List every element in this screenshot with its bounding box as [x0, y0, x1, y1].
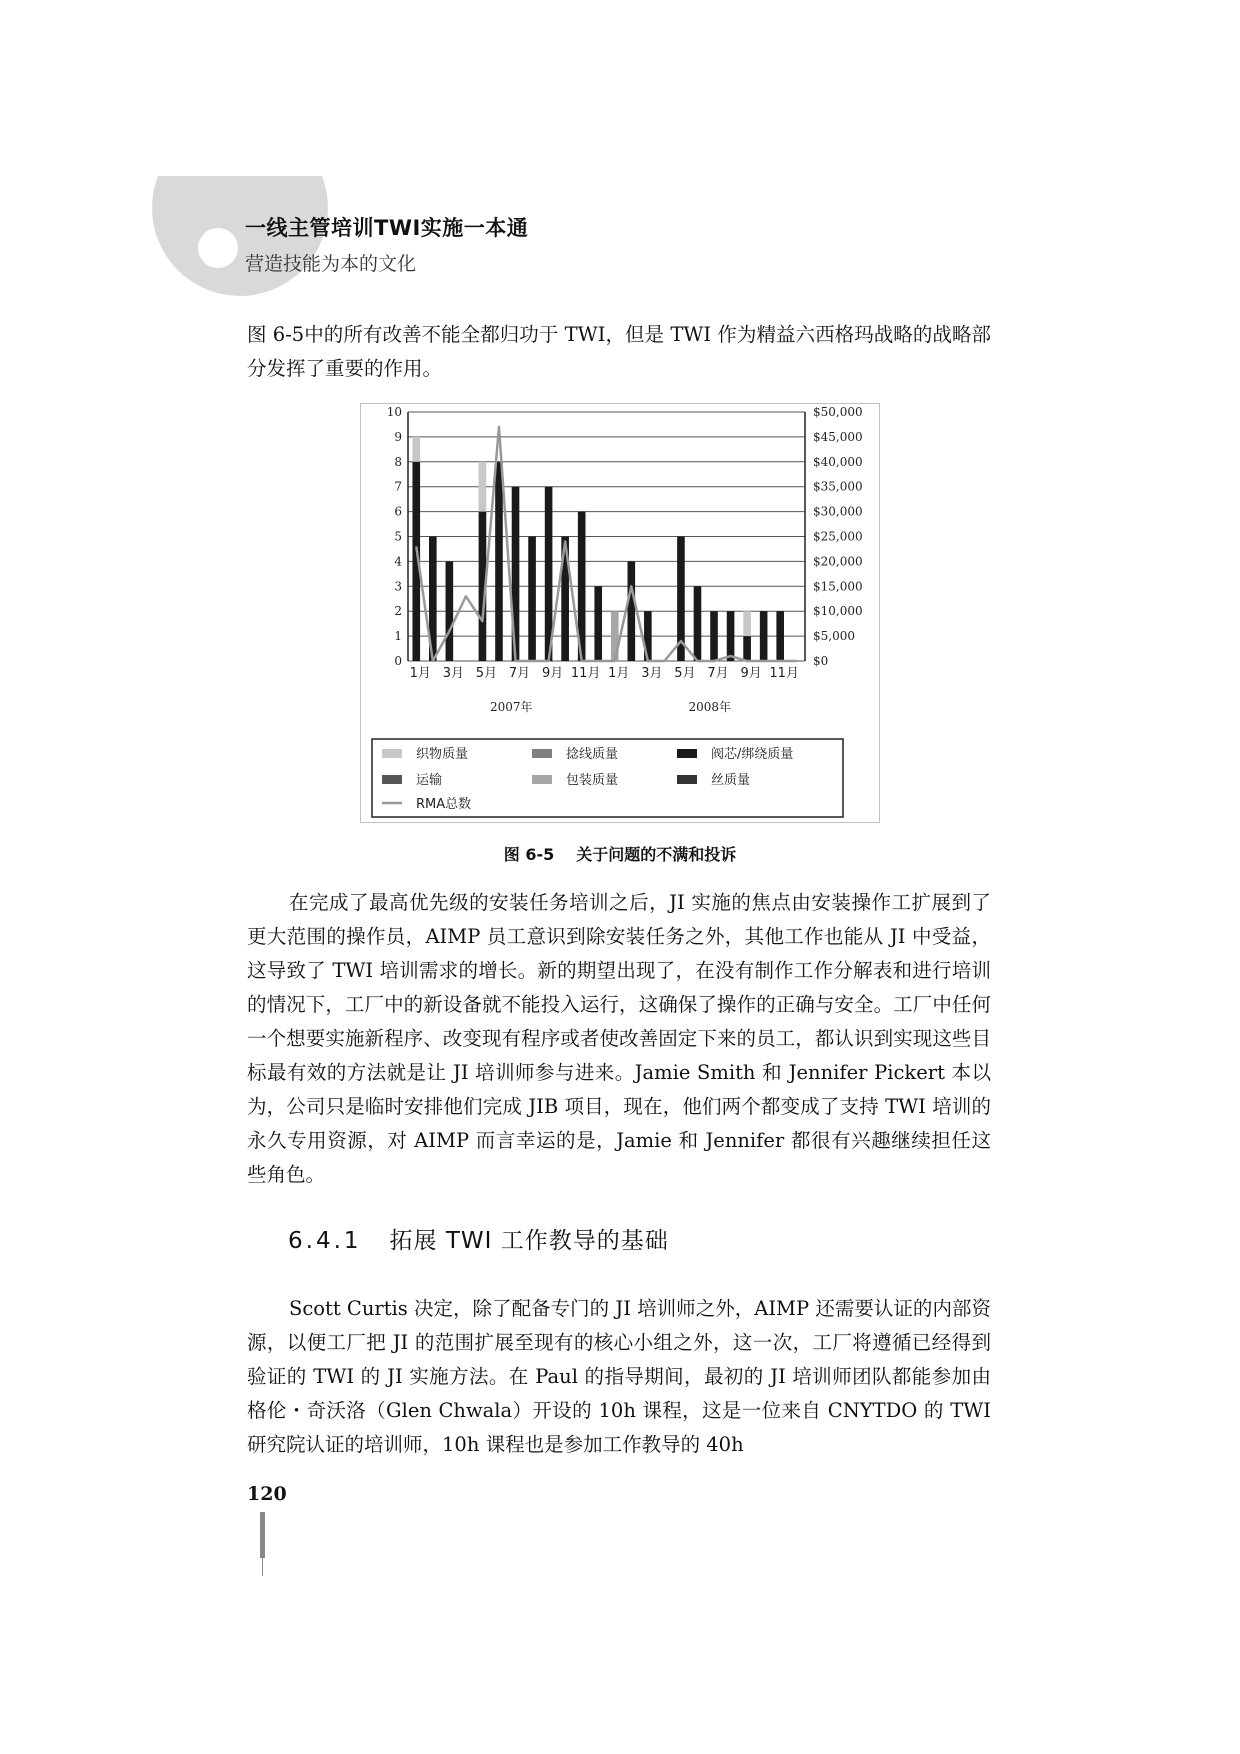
section-title: 拓展 TWI 工作教导的基础	[389, 1228, 669, 1254]
x-axis-tick-label: 3月	[641, 666, 663, 681]
left-axis-tick-label: 10	[386, 405, 402, 419]
left-axis-tick-label: 3	[394, 579, 402, 594]
chart-bar	[628, 561, 636, 661]
right-axis-tick-label: $20,000	[813, 554, 863, 569]
section-heading	[288, 1222, 669, 1255]
page-number-bar	[260, 1512, 265, 1558]
x-axis-tick-label: 11月	[570, 666, 601, 681]
left-axis-tick-label: 7	[394, 479, 402, 494]
x-axis-tick-label: 5月	[475, 666, 498, 681]
right-axis-tick-label: $50,000	[813, 405, 863, 419]
left-axis-tick-label: 0	[394, 654, 402, 668]
right-axis-tick-label: $5,000	[813, 629, 855, 644]
x-axis-tick-label: 9月	[740, 666, 762, 681]
chart-bar	[727, 611, 735, 661]
left-axis-tick-label: 6	[394, 504, 402, 519]
chart-bar	[594, 586, 602, 661]
page-number-bar-line	[262, 1556, 263, 1576]
chart-bar	[776, 611, 784, 661]
figure-caption-text: 关于问题的不满和投诉	[576, 845, 737, 864]
chart-bar	[760, 611, 768, 661]
x-axis-tick-label: 9月	[541, 666, 564, 681]
right-axis-tick-label: $10,000	[813, 604, 863, 619]
legend-label: 丝质量	[711, 773, 751, 788]
left-axis-tick-label: 9	[394, 429, 402, 444]
x-axis-year-label: 2007年	[489, 700, 533, 714]
right-axis-tick-label: $35,000	[813, 479, 863, 494]
legend-label: 捻线质量	[566, 747, 619, 762]
legend-swatch	[532, 775, 552, 784]
body-paragraph: 在完成了最高优先级的安装任务培训之后，JI 实施的焦点由安装操作工扩展到了更大范围的操作员，AIMP 员工意识到除安装任务之外，其他工作也能从 JI 中受益，这导致了 TWI 培训需求的增长。新的期望出现了，在没有制作工作分解表和进行培训的情况下，工厂中的新设备就不能投入运行，这确保了操作的正确与安全。工厂中任何一个想要实施新程序、改变现有程序或者使改善固定下来的员工，都认识到实现这些目标最有效的方法就是让 JI 培训师参与进来。Jamie Smith 和 Jennifer Pickert 本以为，公司只是临时安排他们完成 JIB 项目，现在，他们两个都变成了支持 TWI 培训的永久专用资源，对 AIMP 而言幸运的是，Jamie 和 Jennifer 都很有兴趣继续担任这些角色。	[247, 891, 991, 1186]
right-axis-tick-label: $25,000	[813, 529, 863, 544]
legend-label: 织物质量	[416, 747, 469, 762]
figure-6-5-chart	[360, 403, 880, 823]
x-axis-tick-label: 3月	[442, 666, 464, 681]
right-axis-tick-label: $30,000	[813, 504, 863, 519]
chart-bar	[743, 636, 751, 661]
legend-label: 阀芯/绑绕质量	[711, 747, 794, 762]
figure-caption-number: 图 6-5	[503, 845, 555, 864]
x-axis-tick-label: 1月	[409, 666, 431, 681]
legend-label: RMA总数	[416, 797, 472, 812]
x-axis-year-label: 2008年	[688, 700, 731, 714]
right-axis-tick-label: $15,000	[813, 579, 863, 594]
book-title: 一线主管培训TWI实施一本通	[245, 216, 529, 240]
right-axis-tick-label: $0	[813, 654, 829, 668]
page-number: 120	[247, 1483, 287, 1505]
x-axis-tick-label: 11月	[769, 666, 799, 681]
chart-bar	[710, 611, 718, 661]
right-axis-tick-label: $45,000	[813, 429, 863, 444]
header-dot-shape	[198, 228, 238, 268]
chart-bar	[495, 462, 503, 661]
left-axis-tick-label: 1	[394, 629, 402, 644]
book-subtitle: 营造技能为本的文化	[245, 253, 417, 275]
intro-paragraph: 图 6-5中的所有改善不能全都归功于 TWI，但是 TWI 作为精益六西格玛战略的战略部分发挥了重要的作用。	[247, 323, 991, 380]
section-number: 6.4.1	[288, 1228, 362, 1254]
x-axis-tick-label: 5月	[674, 666, 696, 681]
section-paragraph: Scott Curtis 决定，除了配备专门的 JI 培训师之外，AIMP 还需要认证的内部资源，以便工厂把 JI 的范围扩展至现有的核心小组之外，这一次，工厂将遵循已经得到验证的 TWI 的 JI 实施方法。在 Paul 的指导期间，最初的 JI 培训师团队都能参加由格伦・奇沃洛（Glen Chwala）开设的 10h 课程，这是一位来自 CNYTDO 的 TWI 研究院认证的培训师，10h 课程也是参加工作教导的 40h	[247, 1297, 991, 1456]
x-axis-tick-label: 7月	[707, 666, 729, 681]
figure-caption	[0, 842, 1240, 865]
legend-swatch	[382, 749, 402, 758]
left-axis-tick-label: 5	[394, 529, 402, 544]
right-axis-tick-label: $40,000	[813, 454, 863, 469]
chart-bar	[694, 586, 702, 661]
legend-swatch	[677, 775, 697, 784]
legend-label: 运输	[416, 773, 443, 788]
chart-bar	[528, 537, 536, 662]
legend-label: 包装质量	[566, 773, 619, 788]
left-axis-tick-label: 2	[394, 604, 402, 619]
left-axis-tick-label: 4	[394, 554, 402, 569]
left-axis-tick-label: 8	[394, 454, 402, 469]
legend-swatch	[677, 749, 697, 758]
x-axis-tick-label: 1月	[608, 666, 630, 681]
legend-swatch	[382, 775, 402, 784]
legend-swatch	[532, 749, 552, 758]
chart-bar	[446, 561, 454, 661]
x-axis-tick-label: 7月	[508, 666, 531, 681]
